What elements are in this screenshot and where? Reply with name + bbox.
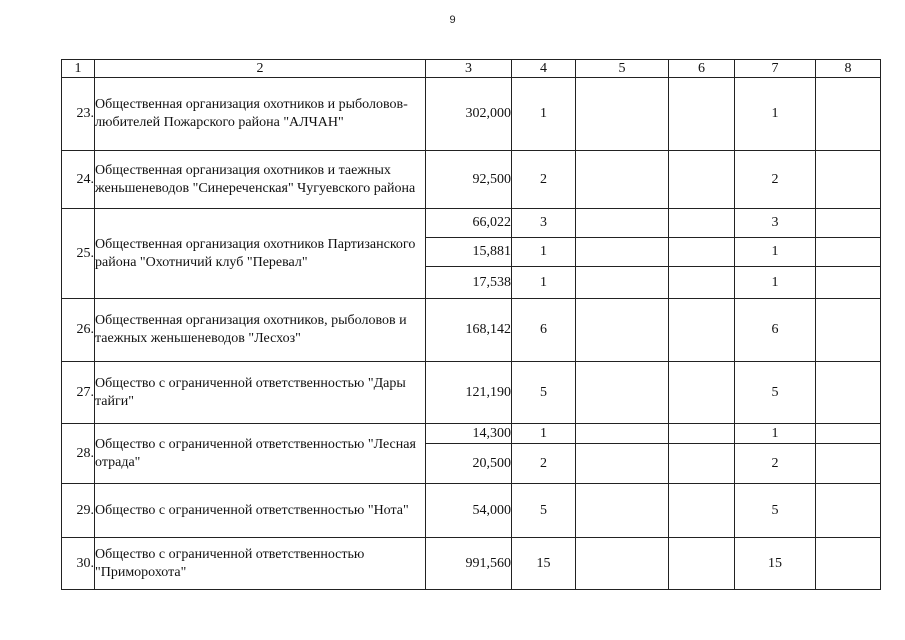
quota-col7: 5	[735, 484, 816, 538]
quota-col4: 1	[512, 78, 576, 151]
col5-cell	[576, 362, 669, 424]
quota-col7: 2	[735, 444, 816, 484]
col6-cell	[669, 484, 735, 538]
col5-cell	[576, 151, 669, 209]
col6-cell	[669, 209, 735, 238]
col6-cell	[669, 267, 735, 299]
col8-cell	[816, 151, 881, 209]
col5-cell	[576, 238, 669, 267]
table-row	[62, 362, 881, 424]
quota-col4: 2	[512, 444, 576, 484]
col8-cell	[816, 238, 881, 267]
table-row	[62, 209, 881, 238]
col6-cell	[669, 238, 735, 267]
area-value: 991,560	[426, 538, 512, 590]
row-number: 26.	[62, 299, 95, 362]
quota-col7: 2	[735, 151, 816, 209]
col8-cell	[816, 538, 881, 590]
quota-col7: 1	[735, 78, 816, 151]
area-value: 302,000	[426, 78, 512, 151]
table-row	[62, 151, 881, 209]
col5-cell	[576, 538, 669, 590]
quota-col4: 15	[512, 538, 576, 590]
column-header: 1	[62, 60, 95, 78]
quota-col4: 1	[512, 267, 576, 299]
table-row	[62, 299, 881, 362]
table-row	[62, 424, 881, 444]
row-number: 28.	[62, 424, 95, 484]
col8-cell	[816, 424, 881, 444]
area-value: 121,190	[426, 362, 512, 424]
organization-name: Общественная организация охотников и рыболовов-любителей Пожарского района "АЛЧАН"	[95, 78, 426, 151]
col6-cell	[669, 362, 735, 424]
table-row	[62, 484, 881, 538]
quota-col7: 1	[735, 424, 816, 444]
quota-col7: 1	[735, 238, 816, 267]
quota-col7: 15	[735, 538, 816, 590]
row-number: 25.	[62, 209, 95, 299]
column-header: 8	[816, 60, 881, 78]
quota-col4: 3	[512, 209, 576, 238]
quota-col7: 3	[735, 209, 816, 238]
column-header: 4	[512, 60, 576, 78]
hunting-grounds-table	[61, 59, 881, 590]
col8-cell	[816, 267, 881, 299]
column-header: 3	[426, 60, 512, 78]
quota-col7: 5	[735, 362, 816, 424]
organization-name: Общество с ограниченной ответственностью "Дары тайги"	[95, 362, 426, 424]
column-header: 5	[576, 60, 669, 78]
col6-cell	[669, 299, 735, 362]
quota-col4: 6	[512, 299, 576, 362]
column-number-header-row	[62, 60, 881, 78]
column-header: 6	[669, 60, 735, 78]
area-value: 20,500	[426, 444, 512, 484]
col6-cell	[669, 78, 735, 151]
area-value: 14,300	[426, 424, 512, 444]
organization-name: Общество с ограниченной ответственностью "Приморохота"	[95, 538, 426, 590]
quota-col4: 1	[512, 238, 576, 267]
col5-cell	[576, 444, 669, 484]
row-number: 29.	[62, 484, 95, 538]
col8-cell	[816, 299, 881, 362]
organization-name: Общественная организация охотников, рыболовов и таежных женьшеневодов "Лесхоз"	[95, 299, 426, 362]
row-number: 24.	[62, 151, 95, 209]
col5-cell	[576, 209, 669, 238]
quota-col7: 1	[735, 267, 816, 299]
row-number: 27.	[62, 362, 95, 424]
col5-cell	[576, 484, 669, 538]
col8-cell	[816, 209, 881, 238]
quota-col4: 5	[512, 484, 576, 538]
organization-name: Общественная организация охотников Партизанского района "Охотничий клуб "Перевал"	[95, 209, 426, 299]
quota-col7: 6	[735, 299, 816, 362]
col6-cell	[669, 151, 735, 209]
area-value: 66,022	[426, 209, 512, 238]
area-value: 92,500	[426, 151, 512, 209]
quota-col4: 1	[512, 424, 576, 444]
col5-cell	[576, 78, 669, 151]
col8-cell	[816, 484, 881, 538]
row-number: 30.	[62, 538, 95, 590]
col6-cell	[669, 444, 735, 484]
organization-name: Общественная организация охотников и таежных женьшеневодов "Синереченская" Чугуевского района	[95, 151, 426, 209]
quota-col4: 2	[512, 151, 576, 209]
col8-cell	[816, 444, 881, 484]
col5-cell	[576, 424, 669, 444]
col8-cell	[816, 362, 881, 424]
organization-name: Общество с ограниченной ответственностью "Нота"	[95, 484, 426, 538]
col5-cell	[576, 299, 669, 362]
column-header: 7	[735, 60, 816, 78]
area-value: 54,000	[426, 484, 512, 538]
col6-cell	[669, 424, 735, 444]
area-value: 15,881	[426, 238, 512, 267]
table-row	[62, 78, 881, 151]
col6-cell	[669, 538, 735, 590]
column-header: 2	[95, 60, 426, 78]
page-number: 9	[449, 14, 456, 26]
organization-name: Общество с ограниченной ответственностью "Лесная отрада"	[95, 424, 426, 484]
col5-cell	[576, 267, 669, 299]
area-value: 168,142	[426, 299, 512, 362]
table-row	[62, 538, 881, 590]
area-value: 17,538	[426, 267, 512, 299]
row-number: 23.	[62, 78, 95, 151]
col8-cell	[816, 78, 881, 151]
quota-col4: 5	[512, 362, 576, 424]
